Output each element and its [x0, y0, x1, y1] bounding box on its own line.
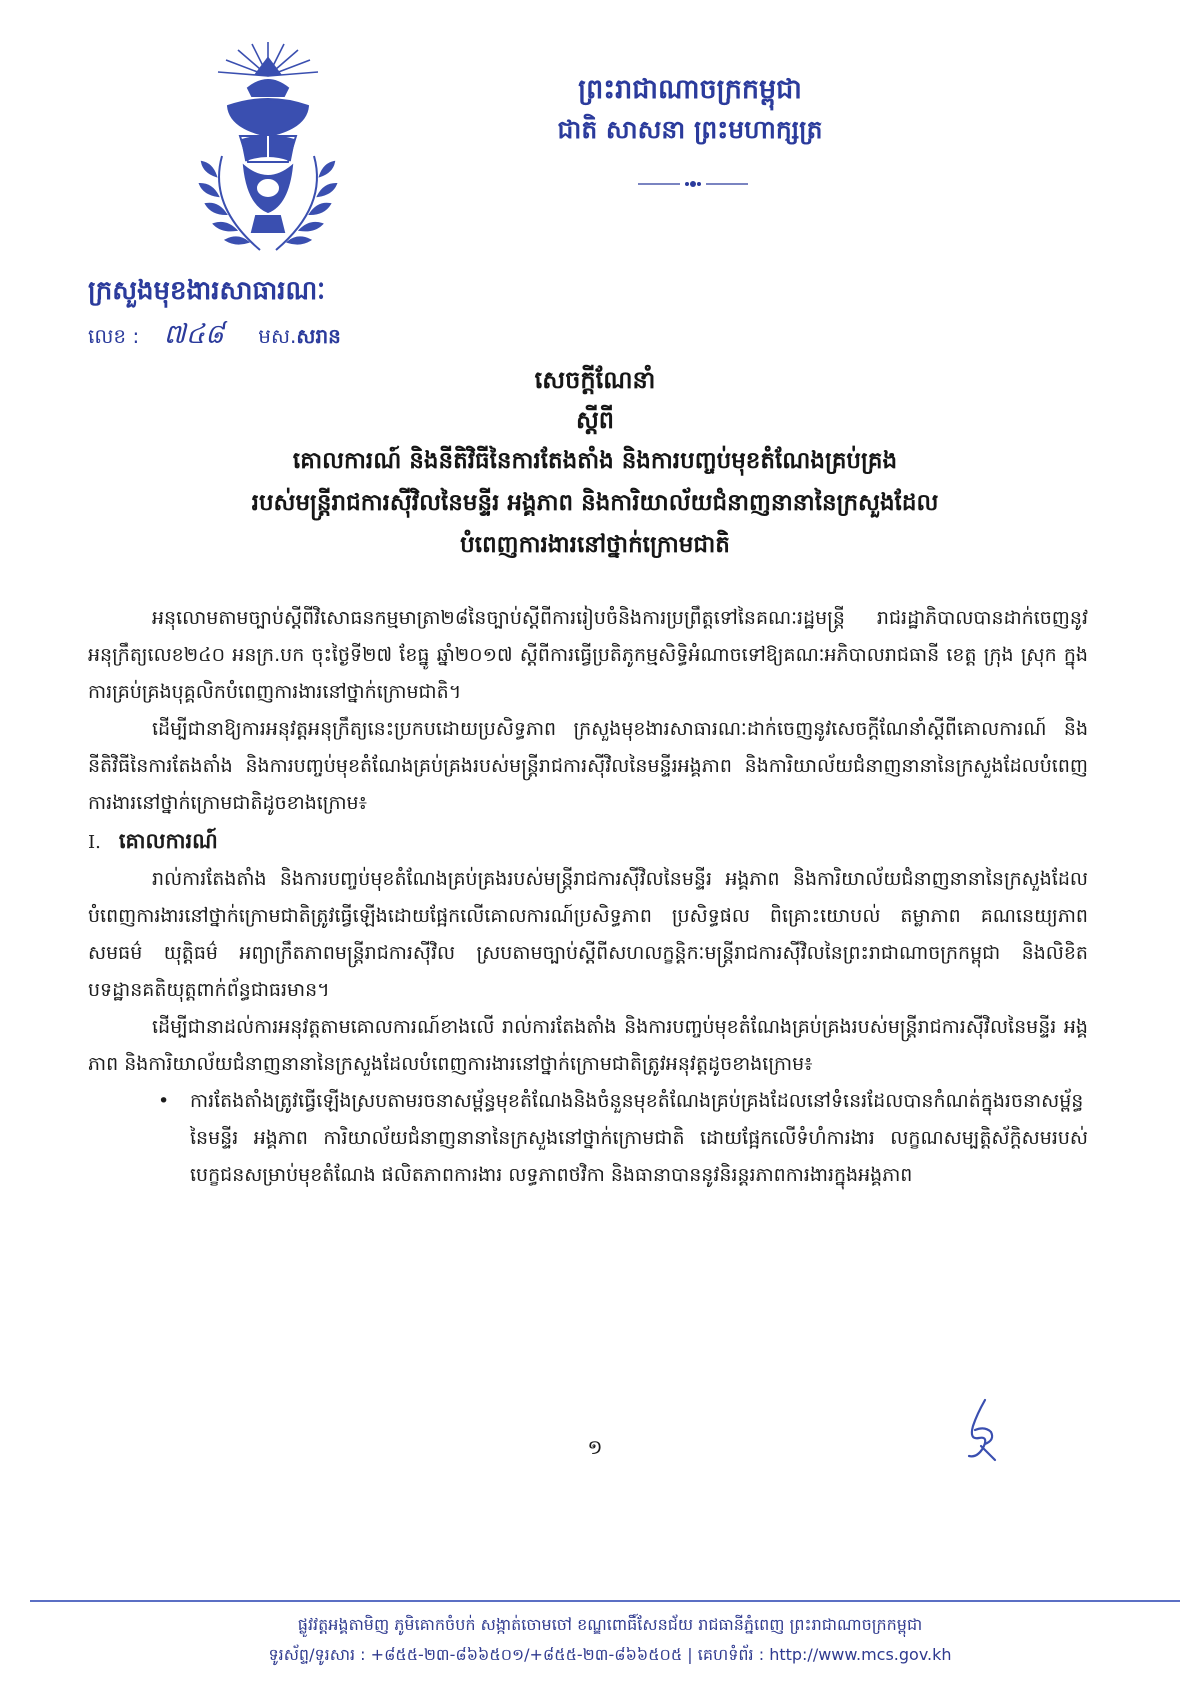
page-number: ១: [587, 1435, 603, 1459]
section-heading: [88, 822, 1088, 861]
footer-contact: ទូរស័ព្ទ/ទូរសារ : +៨៥៥-២៣-៨៦៦៥០១/+៨៥៥-២៣-៨៦៦៥០៥ | គេហទំព័រ : http://www.mcs.gov.kh: [268, 1645, 952, 1664]
title-line-3: គោលការណ៍ និងនីតិវិធីនៃការតែងតាំង និងការបញ្ចប់មុខតំណែងគ្រប់គ្រង: [292, 447, 898, 474]
section-title: គោលការណ៍: [118, 828, 218, 853]
footer-divider: [30, 1600, 1180, 1602]
document-body: [88, 600, 1088, 1194]
reference-line: [88, 318, 341, 357]
footer-address: ផ្លូវវត្តអង្គតាមិញ ភូមិគោកចំបក់ សង្កាត់ចោមចៅ ខណ្ឌពោធិ៍សែនជ័យ រាជធានីភ្នំពេញ ព្រះរាជាណាចក្រកម្ពុជា: [297, 1615, 923, 1634]
initial-signature-icon: [955, 1396, 1005, 1466]
reference-code-suffix: សរាន: [296, 324, 341, 348]
list-item: [88, 1083, 1088, 1194]
paragraph-4: ដើម្បីជានាដល់ការអនុវត្តតាមគោលការណ៍ខាងលើ រាល់ការតែងតាំង និងការបញ្ចប់មុខតំណែងគ្រប់គ្រងរបស់មន្ត្រីរាជការស៊ីវិលនៃមន្ទីរ អង្គភាព និងការិយាល័យជំនាញនានានៃក្រសួងដែលបំពេញការងារនៅថ្នាក់ក្រោមជាតិត្រូវអនុវត្តដូចខាងក្រោម៖: [88, 1016, 1088, 1075]
paragraph-3: រាល់ការតែងតាំង និងការបញ្ចប់មុខតំណែងគ្រប់គ្រងរបស់មន្ត្រីរាជការស៊ីវិលនៃមន្ទីរ អង្គភាព និងការិយាល័យជំនាញនានានៃក្រសួងដែលបំពេញការងារនៅថ្នាក់ក្រោមជាតិត្រូវធ្វើឡើងដោយផ្អែកលើគោលការណ៍ប្រសិទ្ធភាព ប្រសិទ្ធផល ពិគ្រោះយោបល់ តម្លាភាព គណនេយ្យភាព សមធម៌ យុត្តិធម៌ អព្យាក្រឹតភាពមន្ត្រីរាជការស៊ីវិល ស្របតាមច្បាប់ស្តីពីសហលក្ខន្តិកៈមន្ត្រីរាជការស៊ីវិលនៃព្រះរាជាណាចក្រកម្ពុជា និងលិខិតបទដ្ឋានគតិយុត្តពាក់ព័ន្ធជាធរមាន។: [88, 868, 1088, 1001]
section-number: I.: [88, 832, 101, 853]
reference-number: ៧៤៨: [163, 319, 224, 350]
title-line-4: របស់មន្ត្រីរាជការស៊ីវិលនៃមន្ទីរ អង្គភាព និងការិយាល័យជំនាញនានានៃក្រសួងដែល: [251, 489, 939, 516]
ministry-name: ក្រសួងមុខងារសាធារណៈ: [88, 276, 326, 306]
footer: [100, 1610, 1120, 1670]
kingdom-heading: [500, 70, 880, 150]
reference-code: [258, 324, 341, 348]
bullet-icon: •: [158, 1090, 170, 1112]
paragraph-1: អនុលោមតាមច្បាប់ស្តីពីវិសោធនកម្មមាត្រា២៨នៃច្បាប់ស្តីពីការរៀបចំនិងការប្រព្រឹត្តទៅនៃគណៈរដ្ឋមន្ត្រី រាជរដ្ឋាភិបាលបានដាក់ចេញនូវអនុក្រឹត្យលេខ២៤០ អនក្រ.បក ចុះថ្ងៃទី២៧ ខែធ្នូ ឆ្នាំ២០១៧ ស្តីពីការធ្វើប្រតិភូកម្មសិទ្ធិអំណាចទៅឱ្យគណៈអភិបាលរាជធានី ខេត្ត ក្រុង ស្រុក ក្នុងការគ្រប់គ្រងបុគ្គលិកបំពេញការងារនៅថ្នាក់ក្រោមជាតិ។: [88, 607, 1088, 703]
reference-code-prefix: មស.: [258, 324, 297, 348]
title-line-1: សេចក្តីណែនាំ: [534, 365, 656, 394]
list-item-text: ការតែងតាំងត្រូវធ្វើឡើងស្របតាមរចនាសម្ព័ន្ធមុខតំណែងនិងចំនួនមុខតំណែងគ្រប់គ្រងដែលនៅទំនេរដែលបានកំណត់ក្នុងរចនាសម្ព័ន្ធនៃមន្ទីរ អង្គភាព ការិយាល័យជំនាញនានានៃក្រសួងនៅថ្នាក់ក្រោមជាតិ ដោយផ្អែកលើទំហំការងារ លក្ខណសម្បត្តិស័ក្តិសមរបស់បេក្ខជនសម្រាប់មុខតំណែង ផលិតភាពការងារ លទ្ធភាពថវិកា និងធានាបាននូវនិរន្តរភាពការងារក្នុងអង្គភាព: [190, 1090, 1088, 1186]
title-line-5: បំពេញការងារនៅថ្នាក់ក្រោមជាតិ: [460, 531, 730, 558]
divider-ornament-icon: [638, 178, 748, 190]
reference-label: លេខ :: [88, 324, 140, 348]
title-line-2: ស្តីពី: [575, 405, 615, 434]
kingdom-name: ព្រះរាជាណាចក្រកម្ពុជា: [578, 74, 802, 105]
document-title: [130, 360, 1060, 566]
paragraph-2: ដើម្បីជានាឱ្យការអនុវត្តអនុក្រឹត្យនេះប្រកបដោយប្រសិទ្ធភាព ក្រសួងមុខងារសាធារណៈដាក់ចេញនូវសេចក្តីណែនាំស្តីពីគោលការណ៍ និងនីតិវិធីនៃការតែងតាំង និងការបញ្ចប់មុខតំណែងគ្រប់គ្រងរបស់មន្ត្រីរាជការស៊ីវិលនៃមន្ទីរអង្គភាព និងការិយាល័យជំនាញនានានៃក្រសួងដែលបំពេញការងារនៅថ្នាក់ក្រោមជាតិដូចខាងក្រោម៖: [88, 718, 1088, 814]
kingdom-motto: ជាតិ សាសនា ព្រះមហាក្សត្រ: [557, 115, 823, 144]
ministry-emblem-icon: [168, 36, 368, 268]
